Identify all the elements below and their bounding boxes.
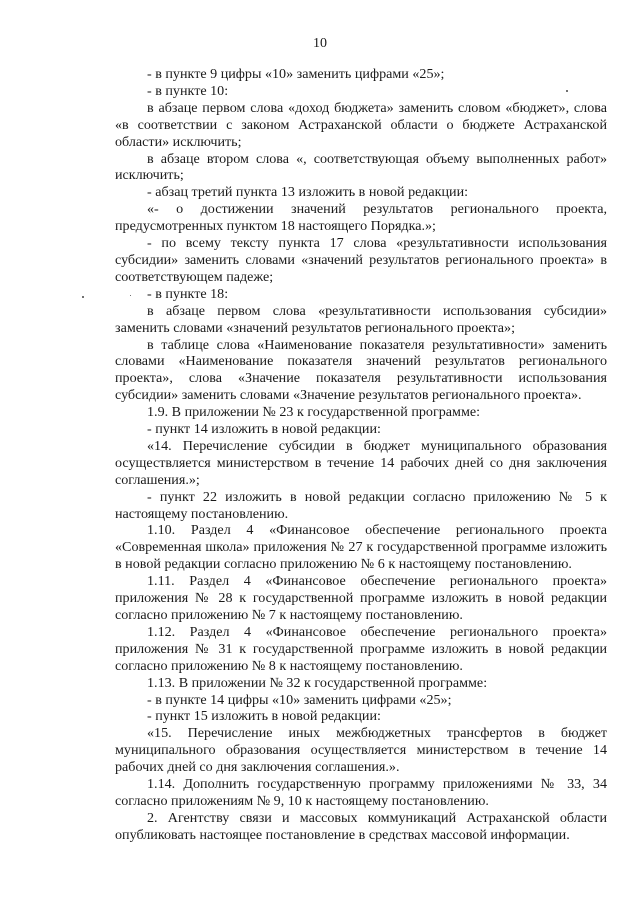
- paragraph: - в пункте 18:: [147, 285, 229, 302]
- paragraph: 1.11. Раздел 4 «Финансовое обеспечение регионального проекта» приложения № 28 к государственной программе изложить в новой редакции согласно приложению № 7 к настоящему постановлению.: [115, 573, 607, 623]
- paragraph: «15. Перечисление иных межбюджетных трансфертов в бюджет муниципального образования осуществляется министерством в течение 14 рабочих дней со дня заключения соглашения.».: [115, 725, 607, 776]
- scan-speck: [566, 90, 568, 92]
- paragraph: 1.14. Дополнить государственную программу приложениями № 33, 34 согласно приложениям № 9, 10 к настоящему постановлению.: [115, 776, 607, 809]
- paragraph: в абзаце втором слова «, соответствующая объему выполненных работ» исключить;: [115, 150, 607, 184]
- paragraph: - в пункте 9 цифры «10» заменить цифрами «25»;: [147, 66, 445, 82]
- paragraph: «14. Перечисление субсидии в бюджет муниципального образования осуществляется министерством в течение 14 рабочих дней со дня заключения соглашения.»;: [115, 437, 607, 488]
- paragraph: 1.10. Раздел 4 «Финансовое обеспечение регионального проекта «Современная школа» приложения № 27 к государственной программе изложить в новой редакции согласно приложению № 6 к настоящему постановлению.: [115, 522, 607, 573]
- paragraph: 2. Агентству связи и массовых коммуникаций Астраханской области опубликовать настоящее постановление в средствах массовой информации.: [115, 809, 607, 843]
- paragraph: в абзаце первом слова «результативности использования субсидии» заменить словами «значений результатов регионального проекта»;: [115, 302, 607, 336]
- paragraph: «- о достижении значений результатов регионального проекта, предусмотренных пунктом 18 настоящего Порядка.»;: [115, 201, 607, 235]
- paragraph: 1.9. В приложении № 23 к государственной программе:: [147, 404, 481, 421]
- paragraph: - в пункте 10:: [147, 82, 229, 99]
- scan-speck: [82, 296, 84, 298]
- scan-speck: [130, 295, 131, 296]
- paragraph: 1.12. Раздел 4 «Финансовое обеспечение регионального проекта» приложения № 31 к государственной программе изложить в новой редакции согласно приложению № 8 к настоящему постановлению.: [115, 623, 607, 674]
- paragraph: в абзаце первом слова «доход бюджета» заменить словом «бюджет», слова «в соответствии с законом Астраханской области о бюджете Астраханской области» исключить;: [115, 99, 607, 150]
- document-body: [115, 66, 607, 844]
- paragraph: 1.13. В приложении № 32 к государственной программе:: [147, 674, 488, 691]
- paragraph: - в пункте 14 цифры «10» заменить цифрами «25»;: [147, 691, 452, 708]
- paragraph: в таблице слова «Наименование показателя результативности» заменить словами «Наименование показателя значений результатов регионального проекта», слова «Значение показателя результативности использования субсидии» заменить словами «Значение результатов регионального проекта».: [115, 336, 607, 404]
- paragraph: - пункт 14 изложить в новой редакции:: [147, 421, 381, 438]
- page-number: 10: [313, 36, 327, 51]
- paragraph: - по всему тексту пункта 17 слова «результативности использования субсидии» заменить словами «значений результатов регионального проекта» в соответствующем падеже;: [115, 235, 607, 285]
- paragraph: - абзац третий пункта 13 изложить в новой редакции:: [147, 184, 469, 201]
- paragraph: - пункт 22 изложить в новой редакции согласно приложению № 5 к настоящему постановлению.: [115, 488, 607, 522]
- paragraph: - пункт 15 изложить в новой редакции:: [147, 708, 381, 725]
